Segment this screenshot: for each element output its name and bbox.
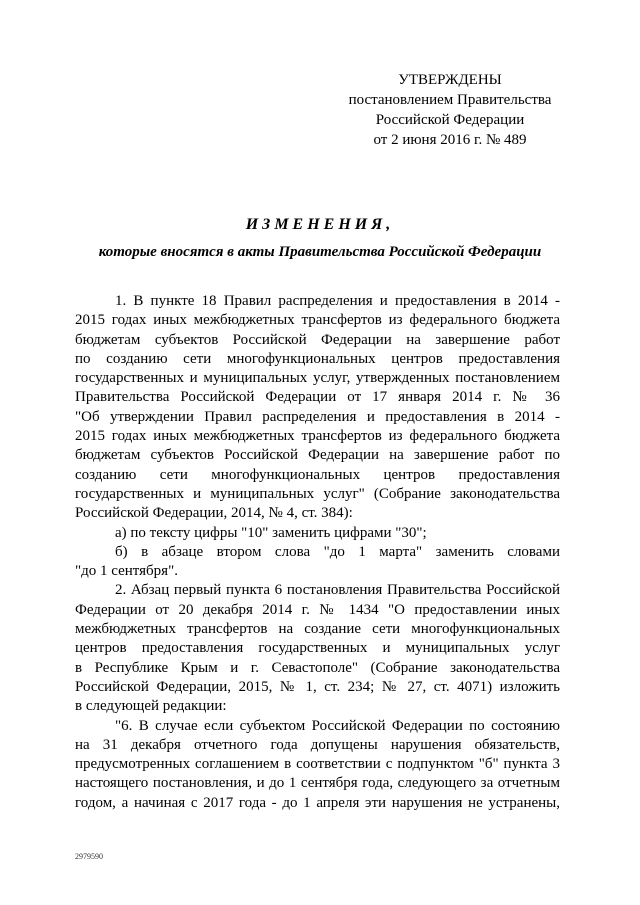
document-number: 2979590 [75,852,103,861]
body-line: в следующей редакции: [75,698,227,715]
approval-block [340,70,560,150]
body-line: на 31 декабря отчетного года допущены нарушения обязательств, [75,736,560,753]
approval-date: от 2 июня 2016 г. № 489 [373,132,527,148]
document-subtitle: которые вносятся в акты Правительства Российской Федерации [98,244,542,260]
document-title: ИЗМЕНЕНИЯ, [245,216,395,233]
body-line: 2015 годах иных межбюджетных трансфертов из федерального бюджета [75,312,560,329]
body-line: "6. В случае если субъектом Российской Федерации по состоянию [115,717,560,734]
body-line: Правительства Российской Федерации от 17 января 2014 г. № 36 [75,389,560,406]
body-line: 2015 годах иных межбюджетных трансфертов из федерального бюджета [75,428,560,445]
body-line: созданию сети многофункциональных центров предоставления [75,466,560,483]
approval-line: Российской Федерации [375,112,525,128]
body-line: предусмотренных соглашением в соответствии с подпунктом "б" пункта 3 [75,756,560,773]
body-line: государственных и муниципальных услуг, утвержденных постановлением [75,370,560,387]
body-line: "Об утверждении Правил распределения и предоставления в 2014 - [75,408,560,425]
body-line: государственных и муниципальных услуг" (Собрание законодательства [75,485,560,502]
body-line: центров предоставления государственных и муниципальных услуг [75,640,560,657]
body-line: Российской Федерации, 2015, № 1, ст. 234; № 27, ст. 4071) изложить [75,678,560,695]
body-line: Российской Федерации, 2014, № 4, ст. 384): [75,505,353,522]
document-body [75,292,560,813]
approval-title: УТВЕРЖДЕНЫ [398,72,502,88]
body-line: б) в абзаце втором слова "до 1 марта" заменить словами [115,543,560,560]
approval-line: постановлением Правительства [348,92,552,108]
body-line: межбюджетных трансфертов на создание сети многофункциональных [75,621,560,638]
body-line: а) по тексту цифры "10" заменить цифрами "30"; [115,524,427,541]
body-line: бюджетам субъектов Российской Федерации на завершение работ [75,331,560,348]
body-line: бюджетам субъектов Российской Федерации на завершение работ по [75,447,560,464]
body-line: Федерации от 20 декабря 2014 г. № 1434 "О предоставлении иных [75,601,560,618]
body-line: настоящего постановления, и до 1 сентября года, следующего за отчетным [75,775,560,792]
body-line: 2. Абзац первый пункта 6 постановления Правительства Российской [115,582,560,599]
body-line: 1. В пункте 18 Правил распределения и предоставления в 2014 - [115,293,560,309]
body-line: годом, а начиная с 2017 года - до 1 апреля эти нарушения не устранены, [75,794,560,811]
body-line: в Республике Крым и г. Севастополе" (Собрание законодательства [75,659,560,676]
body-line: по созданию сети многофункциональных центров предоставления [75,350,560,367]
body-line: "до 1 сентября". [75,563,178,580]
